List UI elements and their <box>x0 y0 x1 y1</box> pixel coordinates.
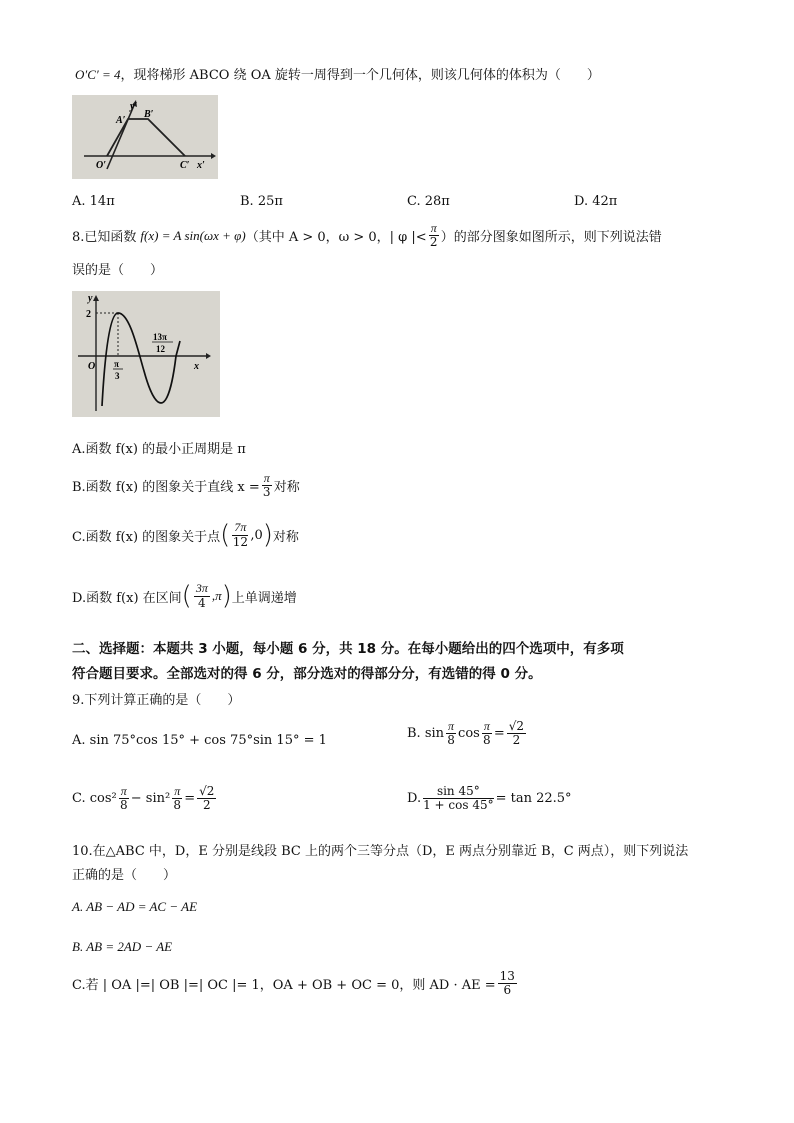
q9-option-b <box>407 720 528 747</box>
label-pi: π <box>114 359 119 369</box>
q9-opt-b-n2: π <box>483 719 490 733</box>
q9-opt-b-eq: = <box>493 726 505 742</box>
q8-opt-b-pre: B.函数 f(x) 的图象关于直线 x = <box>72 480 260 496</box>
q9-opt-c-n3: √2 <box>199 784 215 798</box>
q8-opt-c-post: 对称 <box>272 529 299 545</box>
y-axis <box>107 101 138 169</box>
label-a: A′ <box>116 115 126 126</box>
q10-option-c <box>72 970 519 997</box>
q9-opt-b-mid: cos <box>458 726 480 742</box>
q9-stem: 9.下列计算正确的是（ ） <box>72 693 241 708</box>
q9-opt-d-pre: D. <box>407 791 422 807</box>
q8-opt-b-num: π <box>263 471 270 485</box>
q8-opt-c-rparen: ) <box>262 520 273 550</box>
q8-opt-d-post: 上单调递增 <box>231 590 297 606</box>
q8-opt-c-num: 7π <box>234 520 247 535</box>
x-axis-arrow <box>206 353 211 359</box>
q9-opt-d-post: = tan 22.5° <box>495 791 572 807</box>
q8-opt-c-frac <box>232 521 248 548</box>
q8-stem-line1 <box>72 222 662 249</box>
q7-option-b: B. 25π <box>240 194 283 209</box>
q8-opt-d-rparen: ) <box>221 581 232 611</box>
q10-opt-c-den: 6 <box>503 983 512 998</box>
q8-option-d <box>72 581 297 611</box>
label-y: y <box>88 293 93 304</box>
q8-cond-num: π <box>430 221 437 235</box>
q8-opt-d-lparen: ( <box>181 581 192 611</box>
q9-opt-c-n2: π <box>174 784 181 798</box>
q8-cond-den: 2 <box>429 235 438 250</box>
q9-opt-d-num: sin 45° <box>423 785 494 799</box>
q9-opt-c-mid: − sin² <box>130 791 171 807</box>
q9-opt-c-frac2 <box>172 785 182 812</box>
q10-opt-c-frac <box>498 970 517 997</box>
q9-option-c <box>72 785 218 812</box>
q8-stem-c: 误的是（ ） <box>72 263 164 278</box>
q8-opt-c-pre: C.函数 f(x) 的图象关于点 <box>72 529 221 545</box>
label-13pi: 13π <box>153 332 167 342</box>
q8-option-b <box>72 472 300 499</box>
q10-option-b: B. AB = 2AD − AE <box>72 939 173 954</box>
section2-line1: 二、选择题：本题共 3 小题，每小题 6 分，共 18 分。在每小题给出的四个选项中，有多项 <box>72 641 624 657</box>
q8-option-a: A.函数 f(x) 的最小正周期是 π <box>72 442 246 457</box>
q8-opt-c-den: 12 <box>232 534 248 549</box>
q7-option-a: A. 14π <box>72 194 115 209</box>
q9-opt-d-den: 1 + cos 45° <box>423 798 494 813</box>
q7-eq: O′C′ = 4 <box>75 67 121 82</box>
q8-opt-c-tail: ,0 <box>250 527 263 543</box>
q8-stem-b: ）的部分图象如图所示，则下列说法错 <box>440 230 662 246</box>
label-c: C′ <box>180 160 190 171</box>
q8-opt-b-frac <box>262 472 272 499</box>
q8-opt-d-pre: D.函数 f(x) 在区间 <box>72 590 182 606</box>
label-b: B′ <box>144 109 154 120</box>
q8-opt-b-post: 对称 <box>273 480 300 496</box>
q10-option-a: A. AB − AD = AC − AE <box>72 899 198 914</box>
q7-trapezoid-svg <box>72 95 218 179</box>
q8-option-c <box>72 520 299 550</box>
q10-opt-c-num: 13 <box>499 969 515 983</box>
q9-opt-c-frac1 <box>119 785 129 812</box>
q9-opt-c-d3: 2 <box>202 798 211 813</box>
label-x: x <box>194 361 199 372</box>
q10-stem-line1: 10.在△ABC 中，D，E 分别是线段 BC 上的两个三等分点（D，E 两点分别靠近 B，C 两点），则下列说法 <box>72 844 689 859</box>
q8-cond: （其中 A > 0，ω > 0，| φ |< <box>245 230 427 246</box>
q9-opt-c-n1: π <box>120 784 127 798</box>
label-o: O′ <box>96 160 107 171</box>
q9-opt-b-frac1 <box>446 720 456 747</box>
q7-text: ，现将梯形 ABCO 绕 OA 旋转一周得到一个几何体，则该几何体的体积为（ ） <box>120 68 600 83</box>
q9-opt-b-frac3 <box>507 720 526 747</box>
label-2: 2 <box>86 309 91 320</box>
q8-graph-svg <box>72 291 220 417</box>
q8-graph-figure <box>72 291 220 417</box>
q7-option-d: D. 42π <box>574 194 618 209</box>
label-y: y′ <box>130 101 138 112</box>
q9-opt-b-n3: √2 <box>508 719 525 733</box>
q8-cond-frac <box>429 222 439 249</box>
q8-stem-a: 8.已知函数 <box>72 230 137 246</box>
q8-opt-c-lparen: ( <box>220 520 231 550</box>
q8-func: f(x) = A sin(ωx + φ) <box>140 227 246 243</box>
y-axis-arrow <box>93 295 99 301</box>
q9-opt-c-d2: 8 <box>173 798 182 813</box>
q9-opt-b-d3: 2 <box>512 733 521 748</box>
q9-opt-c-pre: C. cos² <box>72 791 117 807</box>
q7-stem <box>75 64 600 83</box>
q9-opt-c-eq: = <box>184 791 196 807</box>
label-12: 12 <box>156 344 165 354</box>
q10-opt-c-pre: C.若 | OA |=| OB |=| OC |= 1，OA + OB + OC = 0，则 AD · AE = <box>72 978 496 994</box>
q9-opt-b-d1: 8 <box>447 733 455 748</box>
q9-option-a: A. sin 75°cos 15° + cos 75°sin 15° = 1 <box>72 733 327 748</box>
label-3: 3 <box>115 371 120 381</box>
q9-opt-b-n1: π <box>448 719 455 733</box>
q9-opt-b-d2: 8 <box>483 733 491 748</box>
q9-opt-b-pre: B. sin <box>407 726 445 742</box>
q9-opt-b-frac2 <box>482 720 492 747</box>
label-x: x′ <box>197 160 205 171</box>
q8-opt-b-den: 3 <box>262 485 271 500</box>
q9-opt-c-d1: 8 <box>119 798 128 813</box>
q8-opt-d-num: 3π <box>195 581 208 596</box>
q7-option-c: C. 28π <box>407 194 450 209</box>
label-o: O <box>88 361 96 372</box>
q7-trapezoid-figure <box>72 95 218 179</box>
q8-opt-d-tail: ,π <box>211 588 222 603</box>
x-axis-arrow <box>211 153 216 159</box>
q8-opt-d-den: 4 <box>198 595 206 610</box>
q10-stem-line2: 正确的是（ ） <box>72 868 177 883</box>
section2-line2: 符合题目要求。全部选对的得 6 分，部分选对的得部分分，有选错的得 0 分。 <box>72 666 542 682</box>
q9-option-d <box>407 785 572 812</box>
q9-opt-d-frac <box>423 785 494 812</box>
q9-opt-c-frac3 <box>197 785 216 812</box>
q8-opt-d-frac <box>194 582 210 609</box>
